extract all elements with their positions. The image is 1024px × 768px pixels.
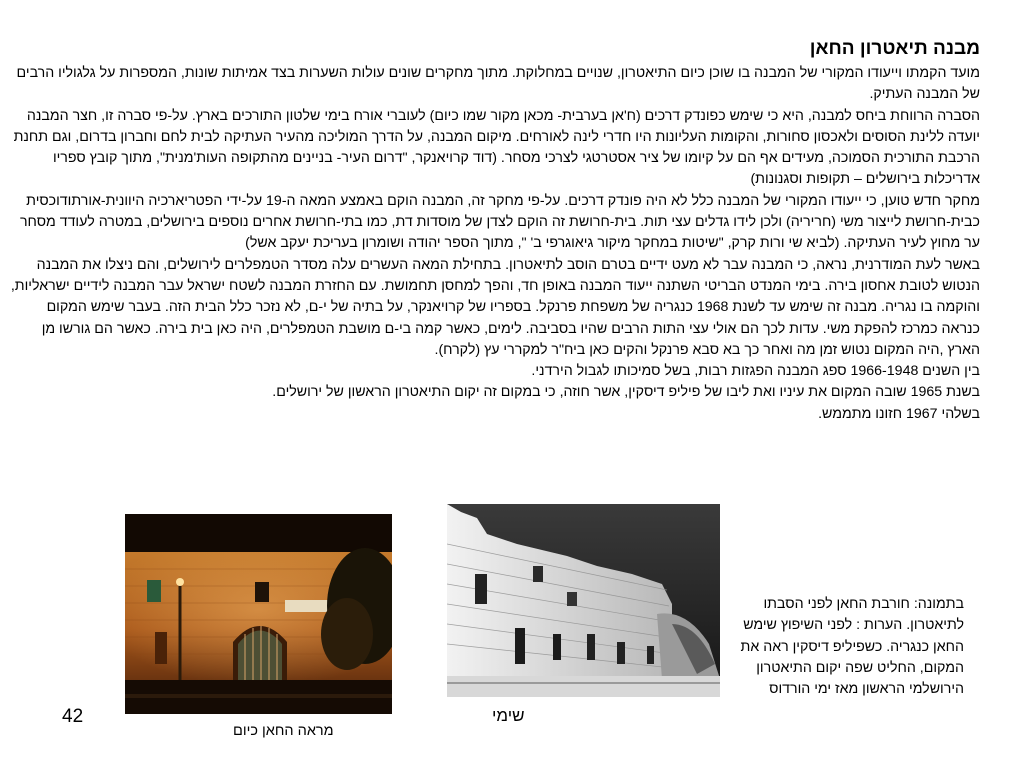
photo-description: בתמונה: חורבת החאן לפני הסבתו לתיאטרון. הערות : לפני השיפוץ שימש החאן כנגריה. כשפיליפ דיסקין ראה את המקום, החליט שפה יקום התיאטרון הירושלמי הראשון מאז ימי הורדוס [740, 596, 964, 698]
khan-night-image [125, 514, 392, 714]
body-text [10, 63, 980, 425]
paragraph-1967: בשלהי 1967 חזונו מתממש. [818, 405, 980, 422]
khan-ruins-photo [447, 504, 720, 697]
paragraph-inn-theory: הסברה הרווחת ביחס למבנה, היא כי שימש כפונדק דרכים (ח'אן בערבית- מכאן מקור שמו כיום) לעוברי אורח בימי שלטון התורכים בארץ. על-פי סברה זו, חצר המבנה יועדה ללינת הסוסים ולאכסון סחורות, והקומות העליונות היו חדרי לינה לאורחים. מיקום המבנה, על הדרך המוליכה מהעיר העתיקה לבית לחם וחברון בדרום, וגם תחנת הרכבת התורכית הסמוכה, מעידים אף הם על קיומו של ציר אסטרטגי לצרכי מסחר. (דוד קרויאנקר, "דרום העיר- בניינים מהתקופה העות'מנית", מתוך קובץ ספריו אדריכלות בירושלים – תקופות וסגנונות) [13, 107, 980, 188]
khan-night-photo [125, 514, 392, 714]
page-title: מבנה תיאטרון החאן [809, 38, 980, 59]
paragraph-1965: בשנת 1965 שובה המקום את עיניו ואת ליבו של פיליפ דיסקין, אשר חוזה, כי במקום זה יקום התיאטרון הראשון של ירושלים. [272, 384, 980, 401]
bw-photo-caption: שימי [492, 706, 525, 725]
night-photo-caption: מראה החאן כיום [233, 723, 334, 739]
paragraph-silk-theory: מחקר חדש טוען, כי ייעודו המקורי של המבנה כלל לא היה פונדק דרכים. על-פי מחקר זה, המבנה הוקם באמצע המאה ה-19 על-ידי הפטריארכיה היוונית-אורתודוכסית כבית-חרושת לייצור משי (חריריה) ולכן לידו גדלים עצי תות. בית-חרושת זה הוקם לצדן של מוסדות דת, כמו בתי-חרושת אחרים נוספים בירושלים, במטרה לעודד מסחר ער מחוץ לעיר העתיקה. (לביא שי ורות קרק, "שיטות במחקר מיקור גיאוגרפי ב' ", מתוך הספר יהודה ושומרון בעריכת יעקב אשל) [19, 192, 980, 252]
page-number: 42 [62, 706, 84, 727]
paragraph-modern-era: באשר לעת המודרנית, נראה, כי המבנה עבר לא מעט ידיים בטרם הוסב לתיאטרון. בתחילת המאה העשרים עלה מסדר הטמפלרים לירושלים, והם ניצלו את המבנה הנטוש לטובת אחסון בירה. בימי המנדט הבריטי השתנה ייעוד המבנה באופן חד, והפך למחסן תחמושת. עם החזרת המבנה לשטח ישראל עבר המבנה לידיים ישראליות, והוקמה בו נגריה. מבנה זה שימש עד לשנת 1968 כנגריה של משפחת פרנקל. בספריו של קרויאנקר, על בתיה של י-ם, לא נזכר כלל הבית הזה. בעבר שימש המקום כנראה כמרכז להפקת משי. עדות לכך הם אולי עצי התות הרבים שהיו בסביבה. לימים, כאשר קמה בי-ם מושבת הטמפלרים, היה כאן בית בירה. כאשר הם גורשו מן הארץ ,היה המקום נטוש זמן מה ואחר כך בא סבא פרנקל והקים כאן ביח"ר למקררי עץ (לקרח). [10, 256, 980, 358]
khan-ruins-image [447, 504, 720, 697]
paragraph-origin: מועד הקמתו וייעודו המקורי של המבנה בו שוכן כיום התיאטרון, שנויים במחלוקת. מתוך מחקרים שונים עולות השערות בצד אמיתות שונות, המספרות על גלגוליו הרבים של המבנה העתיק. [16, 65, 980, 103]
paragraph-shelling: בין השנים 1966-1948 ספג המבנה הפגזות רבות, בשל סמיכותו לגבול הירדני. [531, 363, 980, 380]
